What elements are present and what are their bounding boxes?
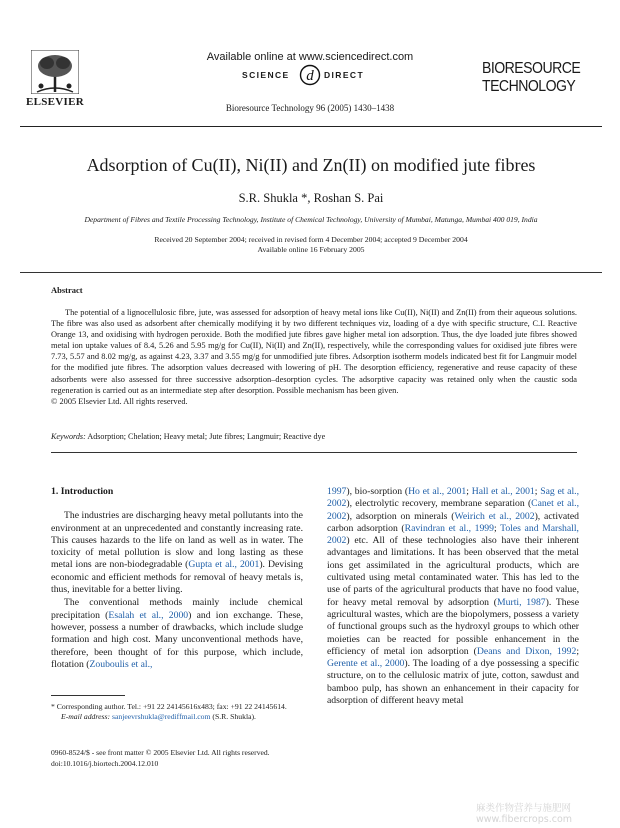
citation-link[interactable]: Toles and Marshall, 2002 (327, 522, 579, 547)
citation-link[interactable]: Gerente et al., 2000 (327, 658, 405, 670)
abstract-copyright: © 2005 Elsevier Ltd. All rights reserved. (51, 396, 188, 406)
journal-logo-line1: BIORESOURCE (482, 60, 581, 77)
citation-link[interactable]: 1997 (327, 486, 347, 497)
sciencedirect-d-icon (298, 64, 322, 86)
front-matter (51, 747, 351, 769)
sd-logo-left: SCIENCE (242, 70, 290, 80)
doi-line[interactable]: doi:10.1016/j.biortech.2004.12.010 (51, 759, 159, 768)
email-line (51, 712, 303, 722)
journal-reference: Bioresource Technology 96 (2005) 1430–1438 (225, 103, 395, 113)
body-text: ). The loading of a dye possessing a specific structure, on to the cellulosic matrix of jute, cotton, sawdust and bamboo pulp, has shown an enhancement in their capacity for adsorption of different heavy metal (327, 658, 579, 707)
email-suffix: (S.R. Shukla). (210, 712, 256, 721)
body-text: ), adsorption on minerals ( (346, 510, 455, 522)
keywords-text: Adsorption; Chelation; Heavy metal; Jute fibres; Langmuir; Reactive dye (87, 432, 326, 441)
left-column (51, 486, 303, 671)
author-affiliation: Department of Fibres and Textile Processing Technology, Institute of Chemical Technology, University of Mumbai, Matunga, Mumbai 400 019, India (84, 215, 538, 224)
sciencedirect-logo[interactable] (240, 64, 380, 86)
intro-p2-text: The conventional methods mainly include chemical precipitation ( (51, 597, 303, 621)
intro-p1-end: ). Devising economic and efficient methods for removal of heavy metals is, thus, inevitable for a better living. (51, 559, 303, 596)
article-authors: S.R. Shukla *, Roshan S. Pai (238, 191, 384, 205)
abstract-divider (51, 452, 577, 453)
intro-paragraph-2 (51, 597, 303, 671)
body-text: ; (466, 486, 472, 497)
abstract-body (51, 307, 577, 407)
body-text: ; (534, 486, 541, 497)
body-text: ). These agricultural wastes, which are the biopolymers, possess a variety of functional groups such as the hydroxyl groups to which other moieties can be reacted for possible enhancement in the efficiency of metal ion adsorption ( (327, 596, 579, 657)
right-column (327, 486, 579, 707)
citation-link[interactable]: Ravindran et al., 1999 (404, 522, 494, 534)
svg-text:d: d (306, 68, 314, 84)
body-text: ) etc. All of these technologies also have their inherent advantages and limitations. It has been observed that the metal ions get assimilated in the agricultural products, which are cultivated using metal contaminated water. This has led to the use of parts of the agricultural products that have no food value, for heavy metal removal by adsorption ( (327, 535, 579, 608)
email-link[interactable]: sanjeevrshukla@rediffmail.com (111, 712, 211, 721)
article-title: Adsorption of Cu(II), Ni(II) and Zn(II) on modified jute fibres (86, 155, 536, 175)
available-online-text[interactable]: Available online at www.sciencedirect.com (206, 51, 414, 63)
body-text: ), electrolytic recovery, membrane separation ( (346, 498, 532, 510)
body-text: ), activated carbon adsorption ( (327, 510, 580, 534)
citation-link[interactable]: Murti, 1987 (497, 596, 546, 608)
sd-logo-right: DIRECT (324, 70, 365, 80)
body-text: ), bio-sorption ( (346, 486, 409, 497)
publisher-name: ELSEVIER (25, 96, 85, 108)
citation-link[interactable]: Ho et al., 2001 (408, 486, 467, 497)
keywords (51, 432, 577, 441)
available-date: Available online 16 February 2005 (257, 245, 365, 254)
body-text: ; (494, 522, 501, 534)
citation-link[interactable]: Deans and Dixon, 1992 (476, 645, 577, 657)
title-divider (20, 272, 602, 273)
citation-link[interactable]: Weirich et al., 2002 (454, 510, 535, 522)
citation-link[interactable]: Hall et al., 2001 (471, 486, 535, 497)
citation-link[interactable]: Gupta et al., 2001 (188, 559, 260, 571)
elsevier-logo (20, 50, 90, 112)
citation-link[interactable]: Sag et al., 2002 (327, 486, 579, 510)
corresponding-author-footnote (51, 702, 303, 722)
citation-link[interactable]: Esalah et al., 2000 (108, 609, 189, 621)
citation-link[interactable]: Zouboulis et al., (89, 658, 153, 670)
elsevier-tree-icon (31, 50, 79, 94)
intro-paragraph-1 (51, 510, 303, 596)
intro-p2-mid: ) and ion exchange. These, however, possess a number of drawbacks, which include sludge formation and high cost. Many unconventional methods have, therefore, been thought of for this purpose, which include, flotation ( (51, 609, 304, 670)
intro-paragraph-2-continued (327, 486, 579, 707)
section-heading-introduction: 1. Introduction (51, 486, 114, 497)
keywords-label: Keywords: (51, 432, 86, 441)
abstract-heading: Abstract (51, 285, 83, 295)
corresponding-author-contact: * Corresponding author. Tel.: +91 22 24145616x483; fax: +91 22 24145614. (51, 702, 287, 711)
intro-p1-text: The industries are discharging heavy metal pollutants into the environment at an unprecedented and constantly increasing rate. This causes hazards to the life on land as well as in water. The toxicity of metal pollution is slow and long lasting as these metal ions are non-biodegradable ( (51, 510, 303, 571)
citation-link[interactable]: Canet et al., 2002 (327, 498, 579, 522)
watermark-text: 麻类作物营养与施肥网 www.fibercrops.com (476, 803, 573, 825)
journal-logo (482, 60, 581, 96)
article-dates (20, 235, 602, 255)
body-text: ; (576, 645, 580, 657)
footnote-divider (51, 695, 125, 696)
received-dates: Received 20 September 2004; received in revised form 4 December 2004; accepted 9 December 2004 (154, 235, 468, 244)
abstract-text: The potential of a lignocellulosic fibre, jute, was assessed for adsorption of heavy metal ions like Cu(II), Ni(II) and Zn(II) from their aqueous solutions. The fibre was also used as adsorbent after chemically modifying it by two different techniques viz, loading of a dye with specific structure, C.I. Reactive Orange 13, and oxidising with hydrogen peroxide. Both the modified jute fibres gave higher metal ion adsorption. Thus, the dye loaded jute fibres showed metal ion uptake values of 8.4, 5.26 and 5.95 mg/g for Cu(II), Ni(II) and Zn(II), respectively, while the corresponding values for oxidised jute fibres were 7.73, 5.57 and 8.02 mg/g, as against 4.23, 3.37 and 3.55 mg/g for unmodified jute fibres. Adsorption isotherm models indicated best fit for Langmuir model for the modified jute fibres. The adsorption values decreased with lowering of pH. The desorption efficiency, regenerative and reuse capacity of these adsorbents were also assessed for three successive adsorption–desorption cycles. The adsorptive capacity was retained only when the caustic soda regeneration is carried out as an intermediate step after desorption. Possible mechanism has been given. (51, 308, 577, 395)
issn-line: 0960-8524/$ - see front matter © 2005 Elsevier Ltd. All rights reserved. (51, 748, 270, 757)
email-label: E-mail address: (61, 712, 111, 721)
journal-logo-line2: TECHNOLOGY (482, 78, 576, 95)
header-divider (20, 126, 602, 127)
